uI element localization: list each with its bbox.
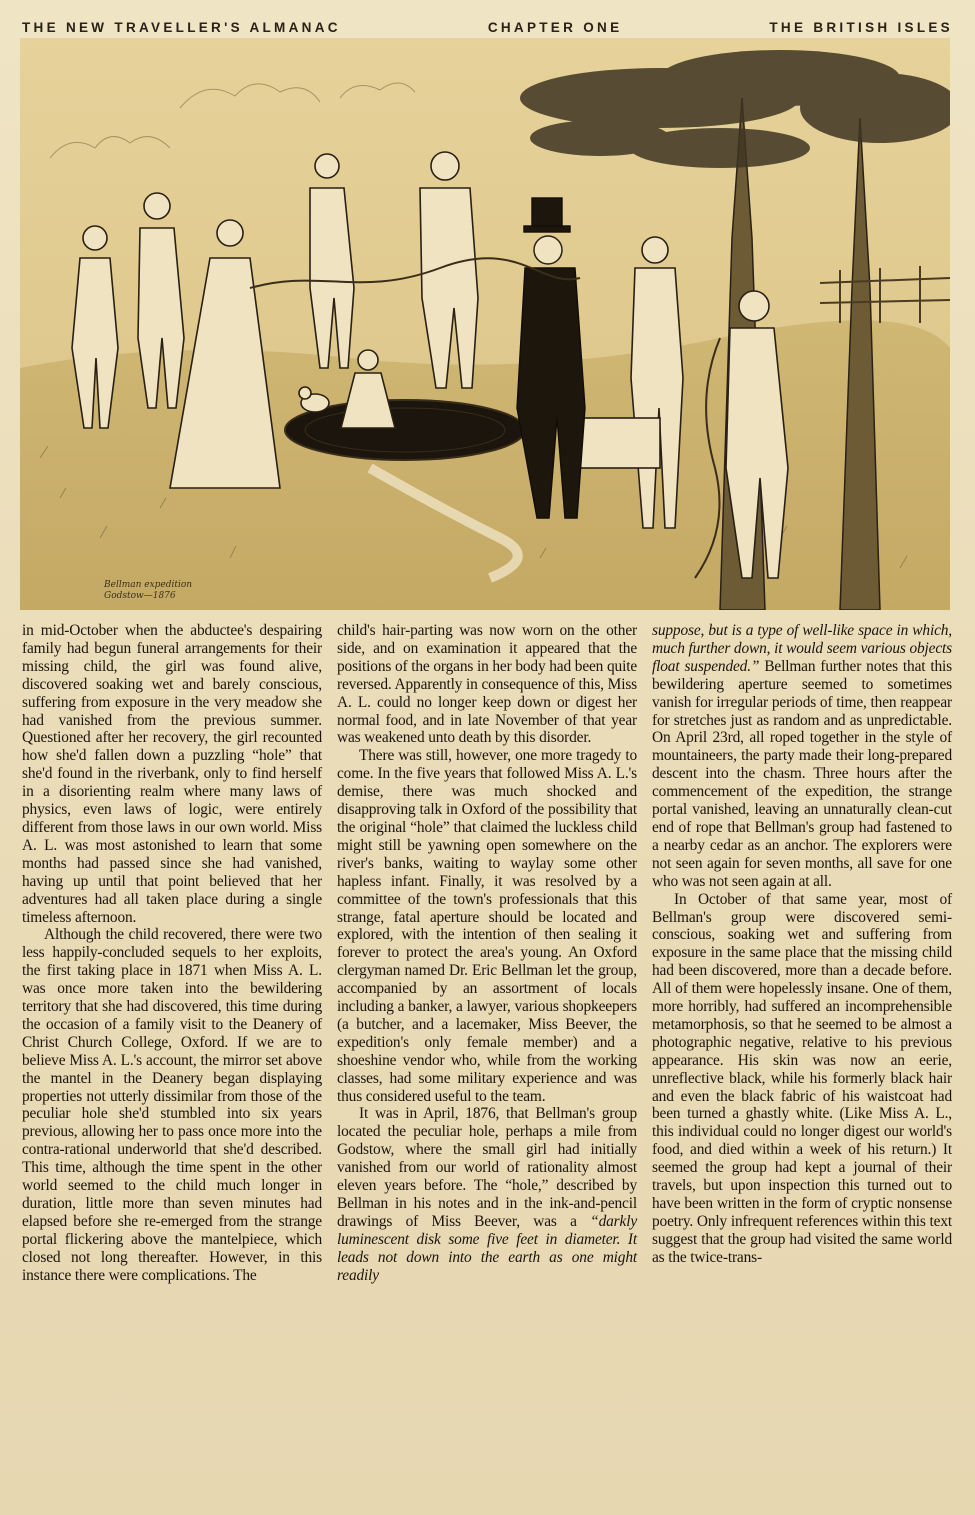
paragraph [652,622,952,891]
expedition-sketch-illustration [20,38,950,610]
article-body [22,622,952,1502]
credit-line-place-date: Godstow—1876 [104,591,176,601]
running-header [22,16,953,38]
paragraph: child's hair-parting was now worn on the other side, and on examination it appeared that the positions of the organs in her body had been quite reversed. Apparently in consequence of this, Miss A. L. could no longer keep down or digest her normal food, and in late November of that year was weakened unto death by this disorder. [337,622,637,747]
chapter-label: CHAPTER ONE [487,19,623,35]
expedition-sketch-figure [20,38,950,610]
publication-title: THE NEW TRAVELLER'S ALMANAC [22,19,341,35]
paragraph-text: Bellman further notes that this bewildering aperture seemed to sometimes vanish for irregular periods of time, then reappear for stretches just as random and as unpredictable. On April 23rd, all roped together in the style of mountaineers, the party made their long-prepared descent into the chasm. Three hours after the commencement of the expedition, the strange portal vanished, leaving an unnaturally clean-cut end of rope that Bellman's group had fastened to a nearby cedar as an anchor. The explorers were not seen again for seven months, all save for one who was not seen again at all. [652,657,952,890]
paragraph-text: It was in April, 1876, that Bellman's group located the peculiar hole, perhaps a mile from Godstow, where the small girl had initially vanished from our world of rationality almost eleven years before. The “hole,” described by Bellman in his notes and in the ink-and-pencil drawings of Miss Beever, was a [337,1105,637,1230]
paragraph: In October of that same year, most of Bellman's group were discovered semi-conscious, soaking wet and suffering from exposure in the same place that the missing child had been discovered, more than a decade before. All of them were hopelessly insane. One of them, more horribly, had suffered an incomprehensible metamorphosis, so that he seemed to be almost a photographic negative, relative to his previous appearance. His skin was now an eerie, unreflective black, while his formerly black hair and even the black fabric of his waistcoat had been turned a ghastly white. (Like Miss A. L., this individual could no longer digest our world's food, and died within a week of his return.) It seemed the group had kept a journal of their travels, but upon inspection this turned out to have been written in the form of cryptic nonsense poetry. Only infrequent references within this text suggest that the group had visited the same world as the twice-trans- [652,890,952,1266]
quotation-italic: suppose, but is a type of well-like space in which, much further down, it would seem various objects float suspended.” [652,622,952,675]
article-column-3 [652,622,952,1267]
paragraph: in mid-October when the abductee's despairing family had begun funeral arrangements for their missing child, the girl was found alive, discovered soaking wet and barely conscious, suffering from exposure in the very meadow she had vanished from the previous summer. Questioned after her recovery, the girl recounted how she'd fallen down a puzzling “hole” that she'd found in the riverbank, only to find herself in a disorienting realm where many laws of physics, even laws of logic, were entirely different from those laws in our own world. Miss A. L. was most astonished to learn that some months had passed since she had vanished, having up until that point believed that her adventures had all taken place during a single timeless afternoon. [22,622,322,926]
article-column-2 [337,622,637,1285]
paragraph: Although the child recovered, there were two less happily-concluded sequels to her exploits, the first taking place in 1871 when Miss A. L. was once more taken into the bewildering territory that she had discovered, this time during the occasion of a family visit to the Deanery of Christ Church College, Oxford. If we are to believe Miss A. L.'s account, the mirror set above the mantel in the Deanery began displaying properties not utterly dissimilar from those of the peculiar hole she'd stumbled into six years previous, allowing her to pass once more into the contra-rational underworld that she'd described. This time, although the time spent in the other world seemed to the child much longer in duration, little more than seven minutes had elapsed before she re-emerged from the strange portal flickering above the mantelpiece, which closed not long thereafter. However, in this instance there were complications. The [22,926,322,1284]
paragraph: There was still, however, one more tragedy to come. In the five years that followed Miss A. L.'s demise, there was much shocked and disapproving talk in Oxford of the possibility that the original “hole” that claimed the luckless child might still be yawning open somewhere on the river's banks, waiting to waylay some other hapless infant. Finally, it was resolved by a committee of the town's professionals that this strange, fatal aperture should be located and explored, with the intention of then sealing it forever to protect the area's young. An Oxford clergyman named Dr. Eric Bellman let the group, accompanied by an assortment of locals including a banker, a lawyer, various shopkeepers (a butcher, and a lacemaker, Miss Beever, the expedition's only female member) and a shoeshine vendor who, while from the working classes, had some military experience and was thus considered useful to the team. [337,747,637,1105]
handwritten-credit [104,580,192,602]
quotation-italic: “darkly luminescent disk some five feet in diameter. It leads not down into the earth as one might readily [337,1212,637,1284]
paragraph [337,1105,637,1284]
section-label: THE BRITISH ISLES [769,19,953,35]
credit-line-title: Bellman expedition [104,580,193,590]
article-column-1 [22,622,322,1285]
